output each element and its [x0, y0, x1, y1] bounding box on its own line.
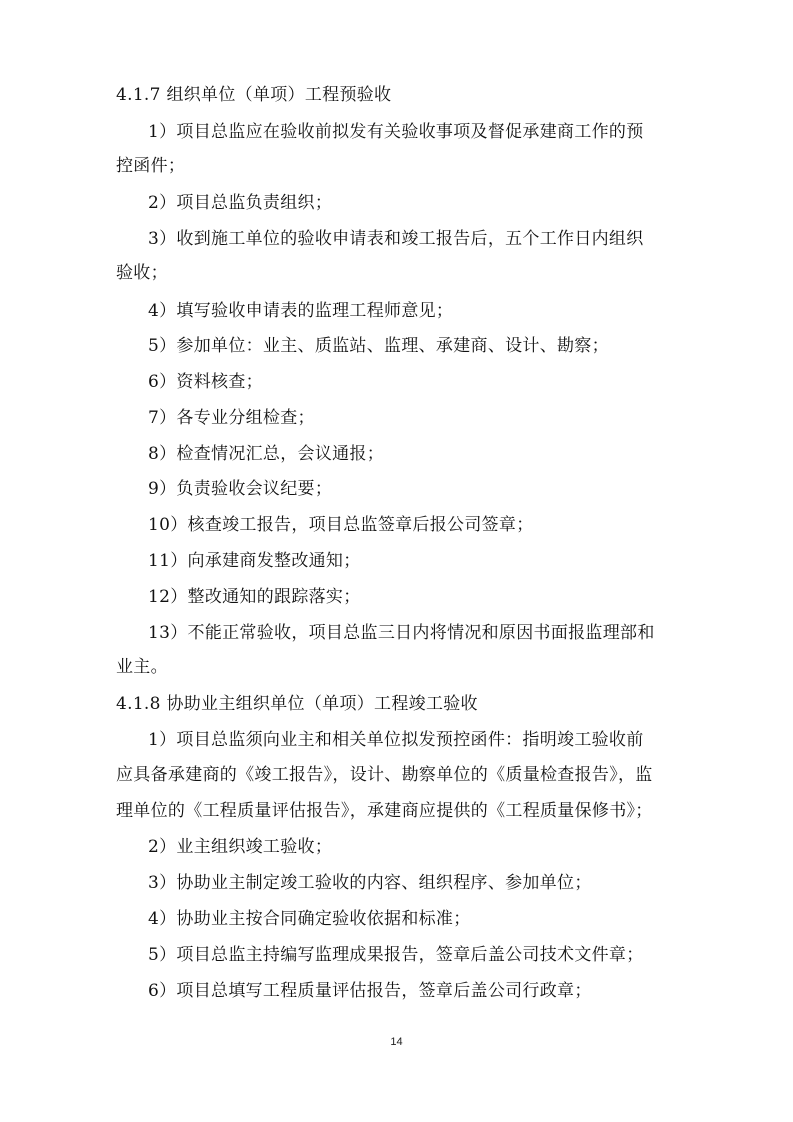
list-item-417-4: 4）填写验收申请表的监理工程师意见； — [148, 301, 454, 321]
list-item-417-6: 6）资料核查； — [148, 372, 263, 392]
list-item-418-2: 2）业主组织竣工验收； — [148, 837, 333, 857]
list-item-418-1-line2: 应具备承建商的《竣工报告》，设计、勘察单位的《质量检查报告》，监 — [116, 765, 653, 785]
list-item-417-8: 8）检查情况汇总，会议通报； — [148, 444, 385, 464]
list-item-418-5: 5）项目总监主持编写监理成果报告，签章后盖公司技术文件章； — [148, 945, 644, 965]
section-heading-4-1-7: 4.1.7 组织单位（单项）工程预验收 — [116, 85, 392, 105]
list-item-417-5: 5）参加单位：业主、质监站、监理、承建商、设计、勘察； — [148, 336, 609, 356]
list-item-417-1-line1: 1）项目总监应在验收前拟发有关验收事项及督促承建商工作的预 — [148, 122, 644, 142]
list-item-417-7: 7）各专业分组检查； — [148, 408, 315, 428]
page-number: 14 — [390, 1036, 403, 1048]
section-heading-4-1-8: 4.1.8 协助业主组织单位（单项）工程竣工验收 — [116, 694, 478, 714]
list-item-418-4: 4）协助业主按合同确定验收依据和标准； — [148, 909, 471, 929]
list-item-417-1-line2: 控函件； — [116, 156, 186, 176]
list-item-417-10: 10）核查竣工报告，项目总监签章后报公司签章； — [148, 515, 534, 535]
list-item-418-6: 6）项目总填写工程质量评估报告，签章后盖公司行政章； — [148, 981, 592, 1001]
list-item-417-9: 9）负责验收会议纪要； — [148, 479, 333, 499]
list-item-417-11: 11）向承建商发整改通知； — [148, 551, 361, 571]
list-item-417-13-line1: 13）不能正常验收，项目总监三日内将情况和原因书面报监理部和 — [148, 623, 655, 643]
list-item-417-3-line1: 3）收到施工单位的验收申请表和竣工报告后，五个工作日内组织 — [148, 229, 644, 249]
list-item-417-2: 2）项目总监负责组织； — [148, 193, 333, 213]
list-item-418-1-line3: 理单位的《工程质量评估报告》，承建商应提供的《工程质量保修书》； — [116, 801, 653, 821]
list-item-417-3-line2: 验收； — [116, 263, 168, 283]
list-item-418-1-line1: 1）项目总监须向业主和相关单位拟发预控函件：指明竣工验收前 — [148, 730, 644, 750]
list-item-418-3: 3）协助业主制定竣工验收的内容、组织程序、参加单位； — [148, 873, 592, 893]
list-item-417-13-line2: 业主。 — [116, 657, 168, 677]
list-item-417-12: 12）整改通知的跟踪落实； — [148, 587, 361, 607]
